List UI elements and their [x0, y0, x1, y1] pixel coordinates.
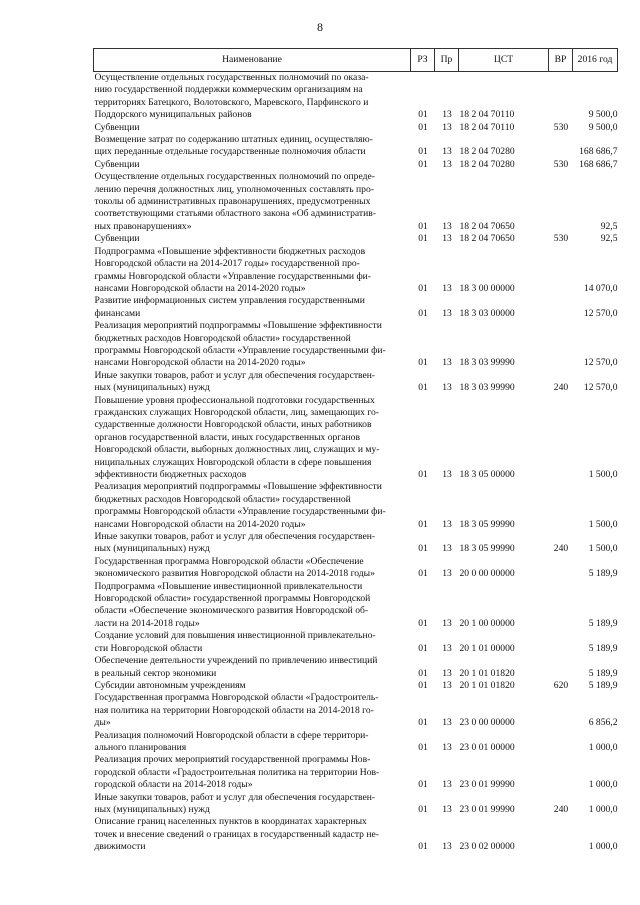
row-name: [94, 171, 411, 233]
row-name-line: щих переданные отдельные государственные полномочия области: [94, 146, 366, 158]
row-name-line: Возмещение затрат по содержанию штатных единиц, осуществляю-: [94, 134, 373, 146]
row-name-line: Новгородской области» государственной программы Новгородской: [94, 593, 371, 605]
row-rz: 01: [418, 803, 428, 815]
row-pr: 13: [442, 121, 452, 133]
row-name: [94, 816, 411, 853]
row-name-line: программы Новгородской области «Управление государственными фи-: [94, 344, 386, 356]
row-sum: 92,5: [600, 220, 618, 232]
row-rz: 01: [418, 779, 428, 791]
row-name-line: ных правонарушениях»: [94, 220, 192, 232]
row-cst: 20 1 01 01820: [459, 679, 515, 691]
row-name-line: ниципальных служащих Новгородской области в сфере повышения: [94, 456, 372, 468]
row-cst: 20 1 01 00000: [459, 642, 515, 654]
row-pr: 13: [442, 679, 452, 691]
table-row: [94, 159, 618, 171]
row-name-line: бюджетных расходов Новгородской области» государственной: [94, 493, 351, 505]
row-pr: 13: [442, 146, 452, 158]
row-rz: 01: [418, 741, 428, 753]
table-header-row: [94, 49, 618, 72]
table-row: [94, 134, 618, 159]
row-vr: [549, 395, 573, 482]
row-name-line: Субвенции: [94, 158, 140, 170]
row-pr: 13: [442, 642, 452, 654]
table-row: [94, 171, 618, 233]
row-vr: 240: [553, 803, 569, 815]
row-rz: 01: [418, 121, 428, 133]
row-name-line: нансами Новгородской области на 2014-2020 годы»: [94, 282, 306, 294]
row-pr: 13: [442, 382, 452, 394]
row-name: [94, 655, 411, 680]
row-rz: 01: [418, 307, 428, 319]
row-rz: 01: [418, 357, 428, 369]
page-number: 8: [317, 20, 323, 34]
row-name-line: движимости: [94, 841, 146, 853]
row-rz: 01: [418, 518, 428, 530]
row-name: [94, 692, 411, 729]
row-name-line: сти Новгородской области: [94, 642, 203, 654]
row-name-line: лению перечня должностных лиц, уполномоченных составлять про-: [94, 183, 374, 195]
row-rz: 01: [418, 841, 428, 853]
row-sum: 14 070,0: [583, 282, 618, 294]
row-vr: [549, 72, 573, 122]
row-sum: 168 686,7: [579, 158, 618, 170]
row-cst: 20 1 01 01820: [459, 667, 515, 679]
row-name: [94, 630, 411, 655]
row-name: [94, 792, 411, 817]
row-name: [94, 531, 411, 556]
row-vr: [549, 581, 573, 631]
row-name-line: органов государственной власти, иных государственных органов: [94, 431, 360, 443]
row-name-line: Субвенции: [94, 233, 140, 245]
row-name: [94, 246, 411, 296]
row-name-line: Описание границ населенных пунктов в координатах характерных: [94, 816, 367, 828]
row-sum: 168 686,7: [579, 146, 618, 158]
row-name-line: эффективности бюджетных расходов: [94, 469, 247, 480]
row-name-line: граммы Новгородской области «Управление государственными фи-: [94, 270, 371, 282]
table-row: [94, 531, 618, 556]
row-pr: 13: [442, 568, 452, 580]
table-row: [94, 556, 618, 581]
row-name: [94, 72, 411, 122]
row-name-line: Осуществление отдельных государственных полномочий по оказа-: [94, 72, 369, 83]
table-row: [94, 754, 618, 791]
table-row: [94, 320, 618, 370]
row-name-line: Реализация полномочий Новгородской области в сфере территори-: [94, 729, 369, 741]
table-row: [94, 72, 618, 122]
row-name-line: сударственные должности Новгородской области, иных работников: [94, 419, 372, 431]
row-rz: 01: [418, 717, 428, 729]
row-name-line: Повышение уровня профессиональной подготовки государственных: [94, 394, 375, 406]
table-row: [94, 730, 618, 755]
row-name-line: нию государственной поддержки коммерческим организациям на: [94, 84, 363, 96]
row-rz: 01: [418, 568, 428, 580]
row-name: [94, 754, 411, 791]
row-cst: 18 2 04 70650: [459, 220, 515, 232]
row-rz: 01: [418, 543, 428, 555]
row-pr: 13: [442, 357, 452, 369]
row-sum: 9 500,0: [588, 109, 618, 121]
table-row: [94, 680, 618, 692]
row-vr: [549, 630, 573, 655]
row-cst: 20 0 00 00000: [459, 568, 515, 580]
row-name-line: бюджетных расходов Новгородской области» государственной: [94, 332, 351, 344]
row-name: [94, 134, 411, 159]
row-sum: 1 500,0: [588, 469, 618, 480]
row-name-line: Новгородской области, выборных должностных лиц, служащих и му-: [94, 444, 380, 456]
row-name-line: соответствующими статьями областного закона «Об административ-: [94, 208, 376, 220]
row-rz: 01: [418, 679, 428, 691]
row-name-line: Иные закупки товаров, работ и услуг для обеспечения государствен-: [94, 531, 376, 543]
row-name-line: нансами Новгородской области на 2014-2020 годы»: [94, 518, 306, 530]
row-name-line: нансами Новгородской области на 2014-2020 годы»: [94, 357, 306, 369]
row-name-line: Государственная программа Новгородской области «Обеспечение: [94, 555, 364, 567]
row-vr: 530: [553, 121, 569, 133]
row-pr: 13: [442, 233, 452, 245]
row-vr: [549, 730, 573, 755]
row-name-line: Новгородской области на 2014-2017 годы» государственной про-: [94, 258, 360, 270]
row-rz: 01: [418, 617, 428, 629]
row-name-line: Субвенции: [94, 121, 140, 133]
row-sum: 5 189,9: [588, 617, 618, 629]
row-name-line: гражданских служащих Новгородской области, лиц, замещающих го-: [94, 406, 379, 418]
row-name-line: Создание условий для повышения инвестиционной привлекательно-: [94, 630, 376, 642]
table-row: [94, 692, 618, 729]
table-row: [94, 370, 618, 395]
row-cst: 20 1 00 00000: [459, 617, 515, 629]
row-name: [94, 581, 411, 631]
row-name-line: ды»: [94, 717, 111, 729]
row-name-line: токолы об административных правонарушениях, предусмотренных: [94, 196, 371, 208]
row-rz: 01: [418, 146, 428, 158]
row-sum: 12 570,0: [583, 357, 618, 369]
row-name-line: ных (муниципальных) нужд: [94, 803, 210, 815]
row-rz: 01: [418, 282, 428, 294]
row-pr: 13: [442, 617, 452, 629]
header-year: 2016 год: [573, 49, 618, 72]
row-name: [94, 370, 411, 395]
row-pr: 13: [442, 469, 452, 480]
table-row: [94, 122, 618, 134]
table-row: [94, 630, 618, 655]
row-name-line: Реализация прочих мероприятий государственной программы Нов-: [94, 754, 371, 766]
row-sum: 92,5: [600, 233, 618, 245]
row-vr: [549, 320, 573, 370]
header-pr: Пр: [435, 49, 459, 72]
row-rz: 01: [418, 220, 428, 232]
row-sum: 5 189,9: [588, 679, 618, 691]
row-sum: 1 000,0: [588, 741, 618, 753]
row-name-line: Иные закупки товаров, работ и услуг для обеспечения государствен-: [94, 369, 376, 381]
row-name-line: области «Обеспечение экономического развития Новгородской об-: [94, 605, 369, 617]
row-cst: 18 2 04 70280: [459, 146, 515, 158]
row-cst: 18 2 04 70110: [459, 109, 515, 121]
row-cst: 18 3 05 00000: [459, 469, 515, 480]
row-sum: 5 189,9: [588, 667, 618, 679]
row-name: [94, 159, 411, 171]
row-cst: 18 3 03 00000: [459, 307, 515, 319]
row-name-line: ального планирования: [94, 741, 187, 753]
row-cst: 18 2 04 70280: [459, 158, 515, 170]
row-cst: 18 2 04 70650: [459, 233, 515, 245]
row-cst: 18 3 05 99990: [459, 518, 515, 530]
table-row: [94, 792, 618, 817]
row-sum: 1 000,0: [588, 779, 618, 791]
row-vr: [549, 655, 573, 680]
row-name-line: территориях Батецкого, Волотовского, Маревского, Парфинского и: [94, 96, 369, 108]
row-sum: 5 189,9: [588, 568, 618, 580]
row-name-line: точек и внесение сведений о границах в государственный кадастр не-: [94, 828, 379, 840]
row-pr: 13: [442, 543, 452, 555]
row-name-line: Иные закупки товаров, работ и услуг для обеспечения государствен-: [94, 791, 376, 803]
row-cst: 18 3 00 00000: [459, 282, 515, 294]
row-pr: 13: [442, 841, 452, 853]
row-cst: 18 3 03 99990: [459, 382, 515, 394]
row-vr: 240: [553, 382, 569, 394]
row-cst: 23 0 01 99990: [459, 803, 515, 815]
row-name-line: Реализация мероприятий подпрограммы «Повышение эффективности: [94, 481, 382, 493]
row-vr: [549, 134, 573, 159]
row-pr: 13: [442, 158, 452, 170]
row-vr: [549, 246, 573, 296]
table-body: [94, 72, 618, 854]
table-row: [94, 655, 618, 680]
row-rz: 01: [418, 667, 428, 679]
row-vr: 530: [553, 158, 569, 170]
header-name: Наименование: [94, 49, 411, 72]
row-pr: 13: [442, 518, 452, 530]
row-pr: 13: [442, 220, 452, 232]
row-sum: 5 189,9: [588, 642, 618, 654]
row-sum: 6 856,2: [588, 717, 618, 729]
row-name-line: Субсидии автономным учреждениям: [94, 679, 246, 691]
row-rz: 01: [418, 158, 428, 170]
row-cst: 18 2 04 70110: [459, 121, 515, 133]
row-vr: [549, 295, 573, 320]
row-name-line: Подпрограмма «Повышение инвестиционной привлекательности: [94, 580, 363, 592]
row-pr: 13: [442, 779, 452, 791]
row-name-line: экономического развития Новгородской области на 2014-2018 годы»: [94, 568, 375, 580]
table-row: [94, 233, 618, 245]
budget-table: [93, 48, 618, 854]
row-name-line: в реальный сектор экономики: [94, 667, 217, 679]
row-sum: 1 000,0: [588, 803, 618, 815]
row-rz: 01: [418, 109, 428, 121]
row-sum: 1 000,0: [588, 841, 618, 853]
row-cst: 23 0 01 00000: [459, 741, 515, 753]
row-name-line: ных (муниципальных) нужд: [94, 382, 210, 394]
row-name-line: Развитие информационных систем управления государственными: [94, 295, 365, 307]
row-cst: 23 0 00 00000: [459, 717, 515, 729]
table-row: [94, 246, 618, 296]
row-cst: 18 3 05 99990: [459, 543, 515, 555]
row-sum: 12 570,0: [583, 307, 618, 319]
row-name-line: Осуществление отдельных государственных полномочий по опреде-: [94, 171, 375, 183]
header-cst: ЦСТ: [459, 49, 549, 72]
header-rz: РЗ: [411, 49, 435, 72]
row-pr: 13: [442, 307, 452, 319]
row-pr: 13: [442, 717, 452, 729]
row-pr: 13: [442, 282, 452, 294]
row-name-line: городской области на 2014-2018 годы»: [94, 779, 253, 791]
row-vr: [549, 481, 573, 531]
row-name-line: ных (муниципальных) нужд: [94, 543, 210, 555]
row-pr: 13: [442, 667, 452, 679]
row-vr: 620: [553, 679, 569, 691]
row-name: [94, 730, 411, 755]
row-name-line: Обеспечение деятельности учреждений по привлечению инвестиций: [94, 655, 378, 667]
row-name: [94, 233, 411, 245]
table-row: [94, 295, 618, 320]
row-name: [94, 320, 411, 370]
row-pr: 13: [442, 803, 452, 815]
row-name: [94, 481, 411, 531]
table-row: [94, 816, 618, 853]
row-vr: 240: [553, 543, 569, 555]
row-name-line: ласти на 2014-2018 годы»: [94, 617, 200, 629]
row-name-line: ная политика на территории Новгородской области на 2014-2018 го-: [94, 704, 374, 716]
row-name-line: финансами: [94, 307, 141, 319]
row-name-line: городской области «Градостроительная политика на территории Нов-: [94, 766, 380, 778]
row-rz: 01: [418, 469, 428, 480]
row-sum: 9 500,0: [588, 121, 618, 133]
row-vr: [549, 556, 573, 581]
row-vr: [549, 692, 573, 729]
row-sum: 1 500,0: [588, 543, 618, 555]
row-cst: 23 0 01 99990: [459, 779, 515, 791]
row-name: [94, 395, 411, 482]
row-name-line: Поддорского муниципальных районов: [94, 109, 252, 121]
row-rz: 01: [418, 642, 428, 654]
row-name: [94, 680, 411, 692]
table-row: [94, 395, 618, 482]
row-rz: 01: [418, 382, 428, 394]
row-name-line: Государственная программа Новгородской области «Градостроитель-: [94, 692, 379, 704]
header-vr: ВР: [549, 49, 573, 72]
row-sum: 12 570,0: [583, 382, 618, 394]
row-pr: 13: [442, 109, 452, 121]
row-name-line: Реализация мероприятий подпрограммы «Повышение эффективности: [94, 320, 382, 332]
row-rz: 01: [418, 233, 428, 245]
row-name: [94, 122, 411, 134]
row-vr: [549, 816, 573, 853]
row-vr: [549, 754, 573, 791]
row-name-line: программы Новгородской области «Управление государственными фи-: [94, 506, 386, 518]
row-cst: 23 0 02 00000: [459, 841, 515, 853]
row-name: [94, 295, 411, 320]
row-name: [94, 556, 411, 581]
row-vr: [549, 171, 573, 233]
row-sum: 1 500,0: [588, 518, 618, 530]
row-name-line: Подпрограмма «Повышение эффективности бюджетных расходов: [94, 245, 366, 257]
row-pr: 13: [442, 741, 452, 753]
row-vr: 530: [553, 233, 569, 245]
table-row: [94, 481, 618, 531]
table-row: [94, 581, 618, 631]
row-cst: 18 3 03 99990: [459, 357, 515, 369]
